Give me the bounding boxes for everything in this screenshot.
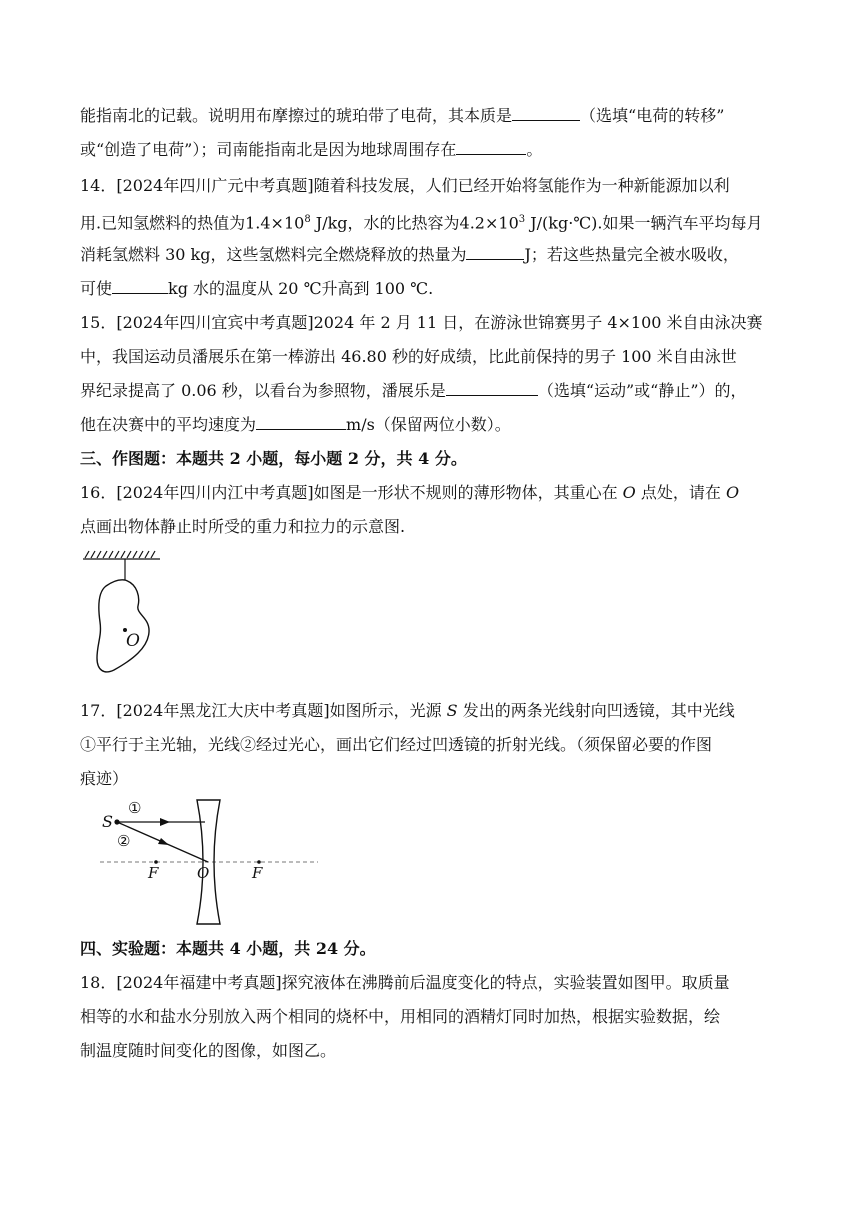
- q13-text: （选填“电荷的转移”: [580, 106, 725, 125]
- point-o-label: O: [622, 483, 636, 502]
- q13-text: 或“创造了电荷”）；司南能指南北是因为地球周围存在: [80, 140, 457, 159]
- q16-line-1: [80, 480, 780, 506]
- q15-line-4: [80, 412, 780, 438]
- q13-text: 。: [526, 140, 543, 159]
- q14-line-4: [80, 276, 780, 302]
- q15-text: 15．[2024年四川宜宾中考真题]2024 年 2 月 11 日，在游泳世锦赛男子 4×100 米自由泳决赛: [80, 313, 763, 332]
- q16-figure: [80, 548, 170, 680]
- q17-text: 发出的两条光线射向凹透镜，其中光线: [457, 701, 735, 720]
- q15-line-1: [80, 310, 780, 336]
- unit: J/(kg·℃): [525, 213, 598, 233]
- exponent: 3: [518, 214, 526, 225]
- section-heading-drawing: 三、作图题：本题共 2 小题，每小题 2 分，共 4 分。: [80, 449, 467, 468]
- answer-blank[interactable]: [256, 413, 346, 430]
- answer-blank[interactable]: [112, 277, 168, 294]
- source-s-label: S: [102, 812, 113, 831]
- q14-line-1: [80, 173, 780, 199]
- q16-text: 点画出物体静止时所受的重力和拉力的示意图.: [80, 517, 406, 536]
- q18-line-2: [80, 1004, 780, 1030]
- answer-blank[interactable]: [512, 104, 580, 121]
- heat-value: 1.4×10: [245, 213, 305, 233]
- section-heading-experiment: 四、实验题：本题共 4 小题，共 24 分。: [80, 939, 376, 958]
- optical-center-label: O: [197, 864, 210, 882]
- q15-text: 界纪录提高了 0.06 秒，以看台为参照物，潘展乐是: [80, 381, 446, 400]
- ray-2-label: ②: [117, 832, 131, 850]
- q16-text: 点处，请在: [635, 483, 726, 502]
- ray-1-arrow: [160, 818, 170, 826]
- answer-blank[interactable]: [456, 138, 526, 155]
- answer-blank[interactable]: [446, 379, 538, 396]
- ray-2-arrow: [158, 838, 169, 845]
- q13-line-1: [80, 103, 780, 129]
- q17-text: ①平行于主光轴，光线②经过光心，画出它们经过凹透镜的折射光线。（须保留必要的作图: [80, 735, 713, 754]
- q14-text: 可使: [80, 279, 113, 298]
- q17-line-2: [80, 732, 780, 758]
- q15-line-2: [80, 344, 780, 370]
- q14-text: kg 水的温度从 20 ℃升高到 100 ℃.: [168, 279, 434, 298]
- q15-text: 他在决赛中的平均速度为: [80, 415, 257, 434]
- q18-text: 18．[2024年福建中考真题]探究液体在沸腾前后温度变化的特点，实验装置如图甲。取质量: [80, 973, 730, 992]
- focus-left-label: F: [148, 864, 159, 882]
- q15-text: （选填“运动”或“静止”）的，: [537, 381, 747, 400]
- q17-text: 17．[2024年黑龙江大庆中考真题]如图所示，光源: [80, 701, 447, 720]
- q17-line-1: [80, 698, 780, 724]
- concave-lens-figure: [100, 796, 322, 928]
- exponent: 8: [304, 214, 311, 225]
- point-o-label: O: [126, 631, 140, 651]
- focus-right-label: F: [252, 864, 263, 882]
- q18-text: 制温度随时间变化的图像，如图乙。: [80, 1041, 337, 1060]
- q14-line-3: [80, 242, 780, 268]
- q15-line-3: [80, 378, 780, 404]
- answer-blank[interactable]: [466, 243, 524, 260]
- q18-line-1: [80, 970, 780, 996]
- q13-text: 能指南北的记载。说明用布摩擦过的琥珀带了电荷，其本质是: [80, 106, 513, 125]
- irregular-object: [97, 580, 149, 672]
- specific-heat-value: 4.2×10: [459, 213, 519, 233]
- ray-1-label: ①: [128, 799, 142, 817]
- q18-text: 相等的水和盐水分别放入两个相同的烧杯中，用相同的酒精灯同时加热，根据实验数据，绘: [80, 1007, 721, 1026]
- light-source-label: S: [446, 701, 458, 720]
- q14-text: 14．[2024年四川广元中考真题]随着科技发展，人们已经开始将氢能作为一种新能源加以利: [80, 176, 730, 195]
- q14-text: 消耗氢燃料 30 kg，这些氢燃料完全燃烧释放的热量为: [80, 245, 467, 264]
- q17-line-3: [80, 766, 780, 792]
- q14-line-2: [80, 207, 780, 236]
- ceiling-hatch: [83, 551, 160, 559]
- q14-text: J/kg，水的比热容为: [310, 213, 460, 233]
- q18-line-3: [80, 1038, 780, 1064]
- q14-text: .如果一辆汽车平均每月: [597, 213, 763, 233]
- q14-text: J；若这些热量完全被水吸收，: [524, 245, 739, 264]
- point-o-label: O: [725, 483, 740, 502]
- q14-text: 用.已知氢燃料的热值为: [80, 213, 246, 233]
- q13-line-2: [80, 137, 780, 163]
- q15-text: 中，我国运动员潘展乐在第一棒游出 46.80 秒的好成绩，比此前保持的男子 100 米自由泳世: [80, 347, 737, 366]
- q17-text: 痕迹）: [80, 769, 129, 788]
- q16-text: 16．[2024年四川内江中考真题]如图是一形状不规则的薄形物体，其重心在: [80, 483, 623, 502]
- q16-line-2: [80, 514, 780, 540]
- q15-text: m/s（保留两位小数）。: [346, 415, 511, 434]
